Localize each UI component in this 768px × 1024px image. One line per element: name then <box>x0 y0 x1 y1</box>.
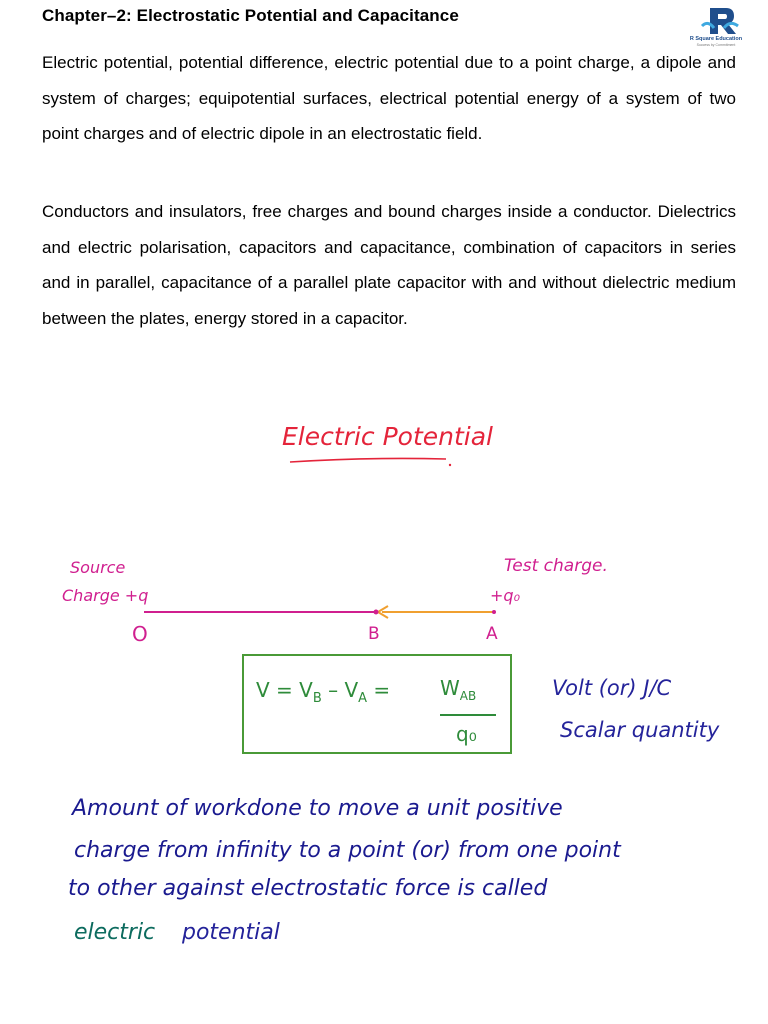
formula-potential-difference: $V = V_B - V_A$ = <box>256 678 391 706</box>
scalar-note: Scalar quantity <box>560 718 720 742</box>
syllabus-paragraph-2: Conductors and insulators, free charges and bound charges inside a conductor. Dielectrics and electric polarisation, capacitors and capacitance, combination of capacitors in series and in parallel, capacitance of a parallel plate capacitor with and without dielectric medium between the plates, energy stored in a capacitor. <box>42 202 736 328</box>
definition-line-3: to other against electrostatic force is called <box>68 876 548 901</box>
fraction-bar <box>440 714 496 716</box>
point-a-label: A <box>486 624 498 644</box>
logo-name: R Square Education <box>689 36 743 42</box>
point-b-label: B <box>368 624 380 644</box>
test-charge-value: +q₀ <box>490 586 520 605</box>
definition-line-1: Amount of workdone to move a unit positive <box>72 796 563 821</box>
notes-title: Electric Potential <box>282 422 493 451</box>
formula-work: $W_{AB}$ <box>440 676 477 703</box>
test-charge-label: Test charge. <box>504 556 608 576</box>
unit-note: Volt (or) J/C <box>552 676 672 700</box>
definition-line-4-potential: potential <box>182 920 280 945</box>
syllabus-paragraph-1: Electric potential, potential difference, electric potential due to a point charge, a dipole and system of charges; equipotential surfaces, electrical potential energy of a system of two point charges and of electric dipole in an electrostatic field. <box>42 53 736 143</box>
source-charge-label: Charge +q <box>62 586 149 605</box>
chapter-heading: Chapter–2: Electrostatic Potential and Capacitance <box>42 6 459 25</box>
point-o-label: O <box>132 622 148 646</box>
formula-test-charge: q₀ <box>456 722 477 746</box>
source-label: Source <box>70 558 126 577</box>
logo-tagline: Success by Commitment <box>696 43 736 47</box>
definition-line-2: charge from infinity to a point (or) from one point <box>74 838 621 863</box>
point-b-dot <box>374 610 379 615</box>
definition-line-4-electric: electric <box>74 920 156 945</box>
point-a-dot <box>492 610 496 614</box>
